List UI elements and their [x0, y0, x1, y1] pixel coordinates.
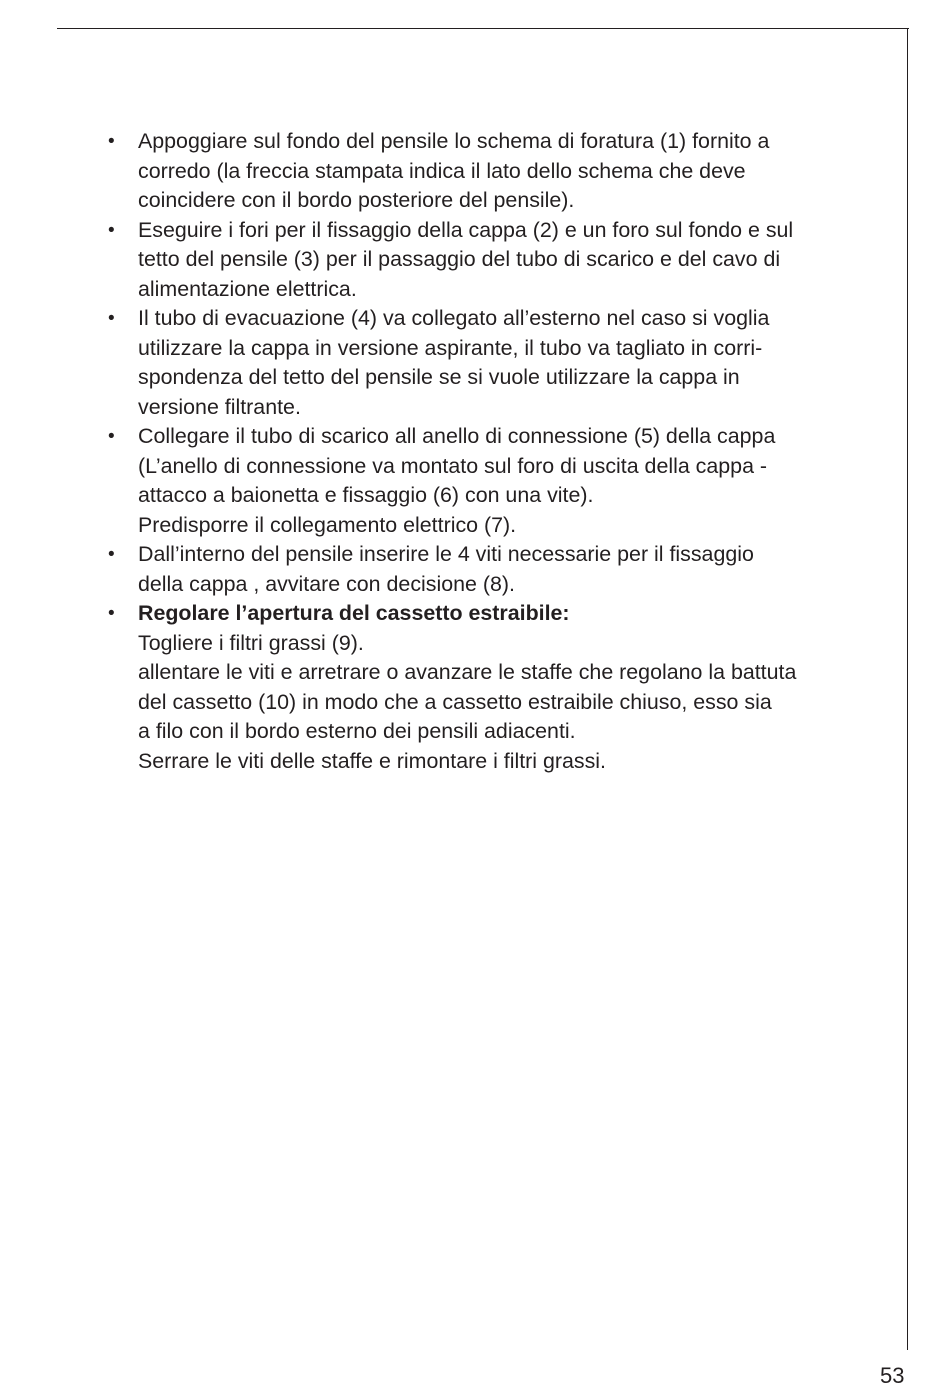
top-rule — [57, 28, 909, 29]
text-line: del cassetto (10) in modo che a cassetto estraibile chiuso, esso sia — [138, 689, 772, 714]
bullet-icon: • — [108, 426, 115, 447]
list-item — [104, 599, 894, 776]
text-line: Collegare il tubo di scarico all anello di connessione (5) della cappa — [138, 424, 776, 448]
list-item — [104, 127, 894, 216]
text-line: della cappa , avvitare con decisione (8). — [138, 571, 515, 596]
instructions-content — [104, 127, 894, 776]
text-line: Appoggiare sul fondo del pensile lo schema di foratura (1) fornito a — [138, 129, 770, 153]
text-line: coincidere con il bordo posteriore del pensile). — [138, 188, 575, 212]
text-line: corredo (la freccia stampata indica il lato dello schema che deve — [138, 158, 746, 183]
bullet-icon: • — [108, 219, 115, 241]
text-line: alimentazione elettrica. — [138, 276, 357, 301]
text-line: attacco a baionetta e fissaggio (6) con una vite). — [138, 483, 594, 507]
right-rule — [907, 28, 908, 1350]
text-line: Eseguire i fori per il fissaggio della cappa (2) e un foro sul fondo e sul — [138, 217, 794, 242]
text-line: spondenza del tetto del pensile se si vuole utilizzare la cappa in — [138, 365, 740, 389]
list-item — [104, 540, 894, 599]
text-line: Il tubo di evacuazione (4) va collegato all’esterno nel caso si voglia — [138, 306, 770, 330]
text-line: tetto del pensile (3) per il passaggio del tubo di scarico e del cavo di — [138, 247, 781, 271]
text-line: Dall’interno del pensile inserire le 4 viti necessarie per il fissaggio — [138, 542, 754, 566]
text-line: a filo con il bordo esterno dei pensili adiacenti. — [138, 719, 576, 743]
text-line: versione filtrante. — [138, 394, 301, 419]
text-line: Togliere i filtri grassi (9). — [138, 630, 364, 655]
text-line: utilizzare la cappa in versione aspirante, il tubo va tagliato in corri- — [138, 335, 763, 360]
bullet-icon: • — [108, 308, 115, 329]
bullet-icon: • — [108, 131, 115, 152]
list-item — [104, 216, 894, 305]
text-line: Serrare le viti delle staffe e rimontare i filtri grassi. — [138, 748, 606, 773]
section-heading: Regolare l’apertura del cassetto estraibile: — [138, 601, 570, 625]
text-line: Predisporre il collegamento elettrico (7). — [138, 512, 517, 537]
bullet-icon: • — [108, 544, 115, 565]
bullet-icon: • — [108, 603, 115, 624]
text-line: (L’anello di connessione va montato sul foro di uscita della cappa - — [138, 453, 768, 478]
list-item — [104, 422, 894, 540]
text-line: allentare le viti e arretrare o avanzare le staffe che regolano la battuta — [138, 660, 797, 684]
instruction-list — [104, 127, 894, 776]
list-item — [104, 304, 894, 422]
page-number: 53 — [880, 1363, 905, 1388]
